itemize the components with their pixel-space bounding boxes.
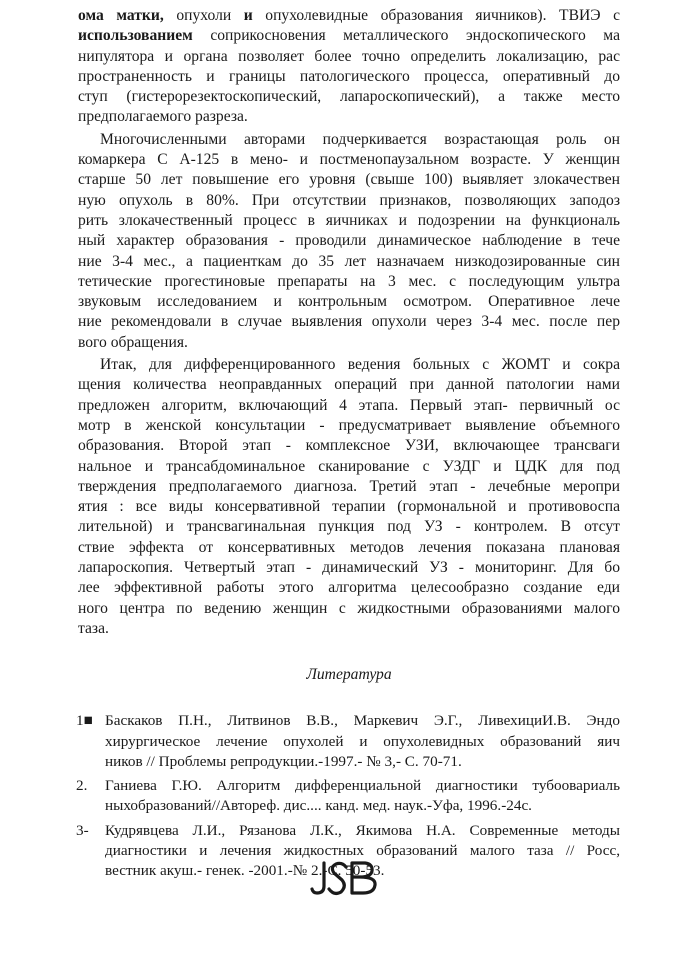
references-list <box>78 711 620 881</box>
references-heading: Литература <box>306 666 392 684</box>
paragraph-3-line: Итак, для дифференцированного ведения больных с ЖОМТ и сокра <box>100 356 620 374</box>
reference-line: вестник акуш.- генек. -2001.-№ 2.-С. 50-53. <box>105 862 385 880</box>
paragraph-3 <box>78 355 620 639</box>
paragraph-2-line: рить злокачественный процесс в яичниках и подозрении на функциональ <box>78 211 620 229</box>
paragraph-3-line: ятия : все виды консервативной терапии (гормональной и противовоспа <box>78 498 620 516</box>
paragraph-3-line: нальное и трансабдоминальное сканирование с УЗДГ и ЦДК для под <box>78 457 620 475</box>
paragraph-2 <box>78 130 620 353</box>
paragraph-1-line: пространенность и границы патологического процесса, оперативный до <box>78 67 620 85</box>
paragraph-2-line: вого обращения. <box>78 333 188 351</box>
paragraph-2-line: звуковым исследованием и контрольным осмотром. Оперативное лече <box>78 293 620 311</box>
paragraph-3-line: предложен алгоритм, включающий 4 этапа. Первый этап- первичный ос <box>78 396 620 414</box>
paragraph-3-line: щения количества неоправданных операций при данной патологии нами <box>78 376 620 394</box>
paragraph-2-line: Многочисленными авторами подчеркивается возрастающая роль он <box>100 130 620 148</box>
paragraph-3-line: ного центра по ведению женщин с жидкостными образованиями малого <box>78 599 620 617</box>
paragraph-2-line: ние рекомендовали в случае выявления опухоли через 3-4 мес. после пер <box>78 313 620 331</box>
paragraph-1-line: использованием соприкосновения металлического эндоскопического ма <box>78 27 620 45</box>
reference-line: ныхобразований//Автореф. дис.... канд. мед. наук.-Уфа, 1996.-24с. <box>105 797 532 815</box>
paragraph-2-line: ние 3-4 мес., а пациенткам до 35 лет назначаем низкодозированные син <box>78 252 620 270</box>
reference-number: 2. <box>76 777 88 795</box>
paragraph-3-line: ствие эффекта от консервативных методов лечения показана плановая <box>78 538 620 556</box>
reference-line: хирургическое лечение опухолей и опухолевидных образований яич <box>105 732 620 750</box>
paragraph-3-line: лительной) и трансвагинальная пункция под УЗ - контролем. В отсут <box>78 518 620 536</box>
paragraph-3-line: таза. <box>78 619 109 637</box>
paragraph-3-line: лее эффективной работы этого алгоритма целесообразно создание еди <box>78 579 620 597</box>
paragraph-2-line: ную опухоль в 80%. При отсутствии признаков, позволяющих заподоз <box>78 191 620 209</box>
reference-item <box>78 776 620 817</box>
paragraph-2-line: тетические прогестиновые препараты на 3 мес. с последующим ультра <box>78 272 620 290</box>
reference-line: диагностики и лечения жидкостных образований малого таза // Росс, <box>105 841 620 859</box>
paragraph-2-line: комаркера С А-125 в мено- и постменопаузальном возрасте. У женщин <box>78 151 620 169</box>
paragraph-1-line: ступ (гистерорезектоскопический, лапароскопический), а также место <box>78 88 620 106</box>
paragraph-3-line: мотр в женской консультации - предусматривает выявление объемного <box>78 416 620 434</box>
reference-number: 1■ <box>76 712 93 730</box>
paragraph-3-line: образования. Второй этап - комплексное УЗИ, включающее трансваги <box>78 437 620 455</box>
paragraph-2-line: ный характер образования - проводили динамическое наблюдение в тече <box>78 232 620 250</box>
reference-line: Баскаков П.Н., Литвинов В.В., Маркевич Э.Г., ЛивехициИ.В. Эндо <box>105 712 620 730</box>
page-content <box>78 6 620 886</box>
paragraph-3-line: лапароскопия. Четвертый этап - динамический УЗ - мониторинг. Для бо <box>78 559 620 577</box>
paragraph-2-line: старше 50 лет повышение его уровня (свыше 100) выявляет злокачествен <box>78 171 620 189</box>
reference-number: 3- <box>76 821 89 839</box>
reference-line: Ганиева Г.Ю. Алгоритм дифференциальной диагностики тубоовариаль <box>105 777 620 795</box>
publisher-logo <box>310 858 380 898</box>
paragraph-1-line: ома матки, опухоли и опухолевидные образования яичников). ТВИЭ с <box>78 7 620 24</box>
reference-item <box>78 711 620 772</box>
reference-line: ников // Проблемы репродукции.-1997.- № 3,- С. 70-71. <box>105 752 462 770</box>
paragraph-3-line: тверждения предполагаемого диагноза. Третий этап - лечебные меропри <box>78 477 620 495</box>
reference-line: Кудрявцева Л.И., Рязанова Л.К., Якимова Н.А. Современные методы <box>105 821 620 839</box>
paragraph-1-line: нипулятора и органа позволяет более точно определить локализацию, рас <box>78 47 620 65</box>
paragraph-1-line: предполагаемого разреза. <box>78 108 248 126</box>
paragraph-1 <box>78 6 620 128</box>
